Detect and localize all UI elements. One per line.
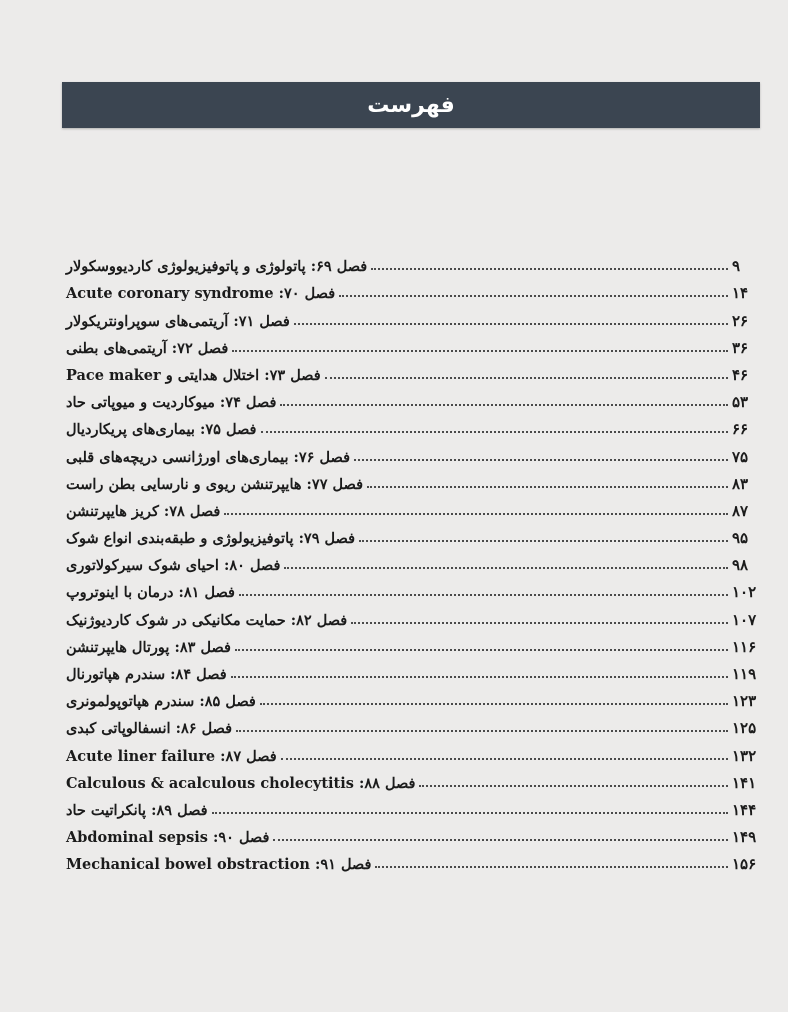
toc-entry[interactable] [62,520,766,547]
dot-leader [371,268,728,270]
page-number: ۹ [732,257,741,276]
dot-leader [280,404,728,406]
dot-leader [235,649,728,651]
chapter-title: فصل ۷۰: Acute coronary syndrome [66,285,336,303]
page-number: ۱۴۹ [732,828,757,847]
page-number: ۱۲۵ [732,719,757,738]
dot-leader [239,594,728,596]
dot-leader [261,431,729,433]
dot-leader [375,866,728,868]
toc-entry[interactable] [62,574,766,601]
toc-entry[interactable] [62,765,766,792]
dot-leader [419,785,728,787]
page-number: ۹۵ [732,529,749,548]
chapter-title: فصل ۷۸: کریز هایپرتنشن [66,502,221,520]
toc-entry[interactable] [62,302,766,329]
toc-entry[interactable] [62,330,766,357]
page-number: ۱۰۷ [732,610,757,629]
dot-leader [273,839,728,841]
page-number: ۱۴ [732,284,749,303]
chapter-title: فصل ۸۷: Acute liner failure [66,747,277,765]
chapter-title: فصل ۷۳: اختلال هدایتی و Pace maker [66,366,321,384]
dot-leader [367,486,728,488]
chapter-title: فصل ۹۰: Abdominal sepsis [66,829,270,847]
chapter-title: فصل ۸۲: حمایت مکانیکی در شوک کاردیوژنیک [66,611,348,629]
page-number: ۱۴۱ [732,773,757,792]
page-number: ۱۰۲ [732,583,757,602]
chapter-title: فصل ۹۱: Mechanical bowel obstraction [66,856,372,874]
page-number: ۹۸ [732,556,749,575]
toc-entry[interactable] [62,384,766,411]
toc-entry[interactable] [62,466,766,493]
chapter-title: فصل ۶۹: پاتولوژی و پاتوفیزیولوژی کاردیووسکولار [66,258,368,276]
toc-entry[interactable] [62,846,766,873]
page-number: ۸۳ [732,474,749,493]
dot-leader [212,812,728,814]
page-number: ۱۳۲ [732,746,757,765]
chapter-title: فصل ۸۶: انسفالوپاتی کبدی [66,720,233,738]
page-number: ۲۶ [732,311,749,330]
chapter-title: فصل ۷۷: هایپرتنشن ریوی و نارسایی بطن راست [66,475,364,493]
chapter-title: فصل ۸۵: سندرم هپاتوپولمونری [66,693,256,711]
dot-leader [284,567,728,569]
chapter-title: فصل ۸۸: Calculous & acalculous cholecytitis [66,774,416,792]
toc-entry[interactable] [62,493,766,520]
chapter-title: فصل ۷۲: آریتمی‌های بطنی [66,339,229,357]
page-number: ۷۵ [732,447,749,466]
page-number: ۵۳ [732,393,749,412]
toc-header-bar [62,82,760,128]
page-number: ۶۶ [732,420,749,439]
dot-leader [224,513,728,515]
dot-leader [281,758,728,760]
dot-leader [359,540,728,542]
chapter-title: فصل ۸۳: پورتال هایپرتنشن [66,638,231,656]
toc-entry[interactable] [62,683,766,710]
toc-entry[interactable] [62,601,766,628]
dot-leader [339,295,728,297]
chapter-title: فصل ۸۹: پانکراتیت حاد [66,801,208,819]
table-of-contents [62,248,766,873]
toc-entry[interactable] [62,547,766,574]
toc-entry[interactable] [62,411,766,438]
page-title: فهرست [367,92,455,118]
page-number: ۱۱۹ [732,665,757,683]
chapter-title: فصل ۷۱: آریتمی‌های سوپراونتریکولار [66,312,290,330]
toc-entry[interactable] [62,792,766,819]
toc-entry[interactable] [62,819,766,846]
toc-entry[interactable] [62,357,766,384]
toc-entry[interactable] [62,737,766,764]
chapter-title: فصل ۷۹: پاتوفیزیولوژی و طبقه‌بندی انواع شوک [66,530,356,548]
chapter-title: فصل ۷۵: بیماری‌های پریکاردیال [66,421,257,439]
toc-entry[interactable] [62,248,766,275]
toc-entry[interactable] [62,710,766,737]
toc-entry[interactable] [62,629,766,656]
dot-leader [236,730,728,732]
chapter-title: فصل ۸۱: درمان با اینوتروپ [66,584,235,602]
chapter-title: فصل ۷۴: میوکاردیت و میوپاتی حاد [66,394,277,412]
page-number: ۱۲۳ [732,692,757,711]
page-number: ۱۱۶ [732,637,757,656]
toc-entry[interactable] [62,438,766,465]
page-number: ۸۷ [732,501,749,520]
dot-leader [294,323,728,325]
chapter-title: فصل ۸۰: احیای شوک سیرکولاتوری [66,557,281,575]
toc-entry[interactable] [62,275,766,302]
dot-leader [325,377,728,379]
dot-leader [232,350,728,352]
page-number: ۱۴۴ [732,800,757,819]
page-number: ۴۶ [732,365,749,384]
chapter-title: فصل ۸۴: سندرم هپاتورنال [66,666,227,683]
dot-leader [351,622,728,624]
page-number: ۳۶ [732,338,749,357]
dot-leader [260,703,728,705]
chapter-title: فصل ۷۶: بیماری‌های اورژانسی دریچه‌های قلبی [66,448,351,466]
toc-entry[interactable] [62,656,766,683]
dot-leader [354,459,728,461]
page-number: ۱۵۶ [732,855,757,874]
dot-leader [231,676,728,678]
